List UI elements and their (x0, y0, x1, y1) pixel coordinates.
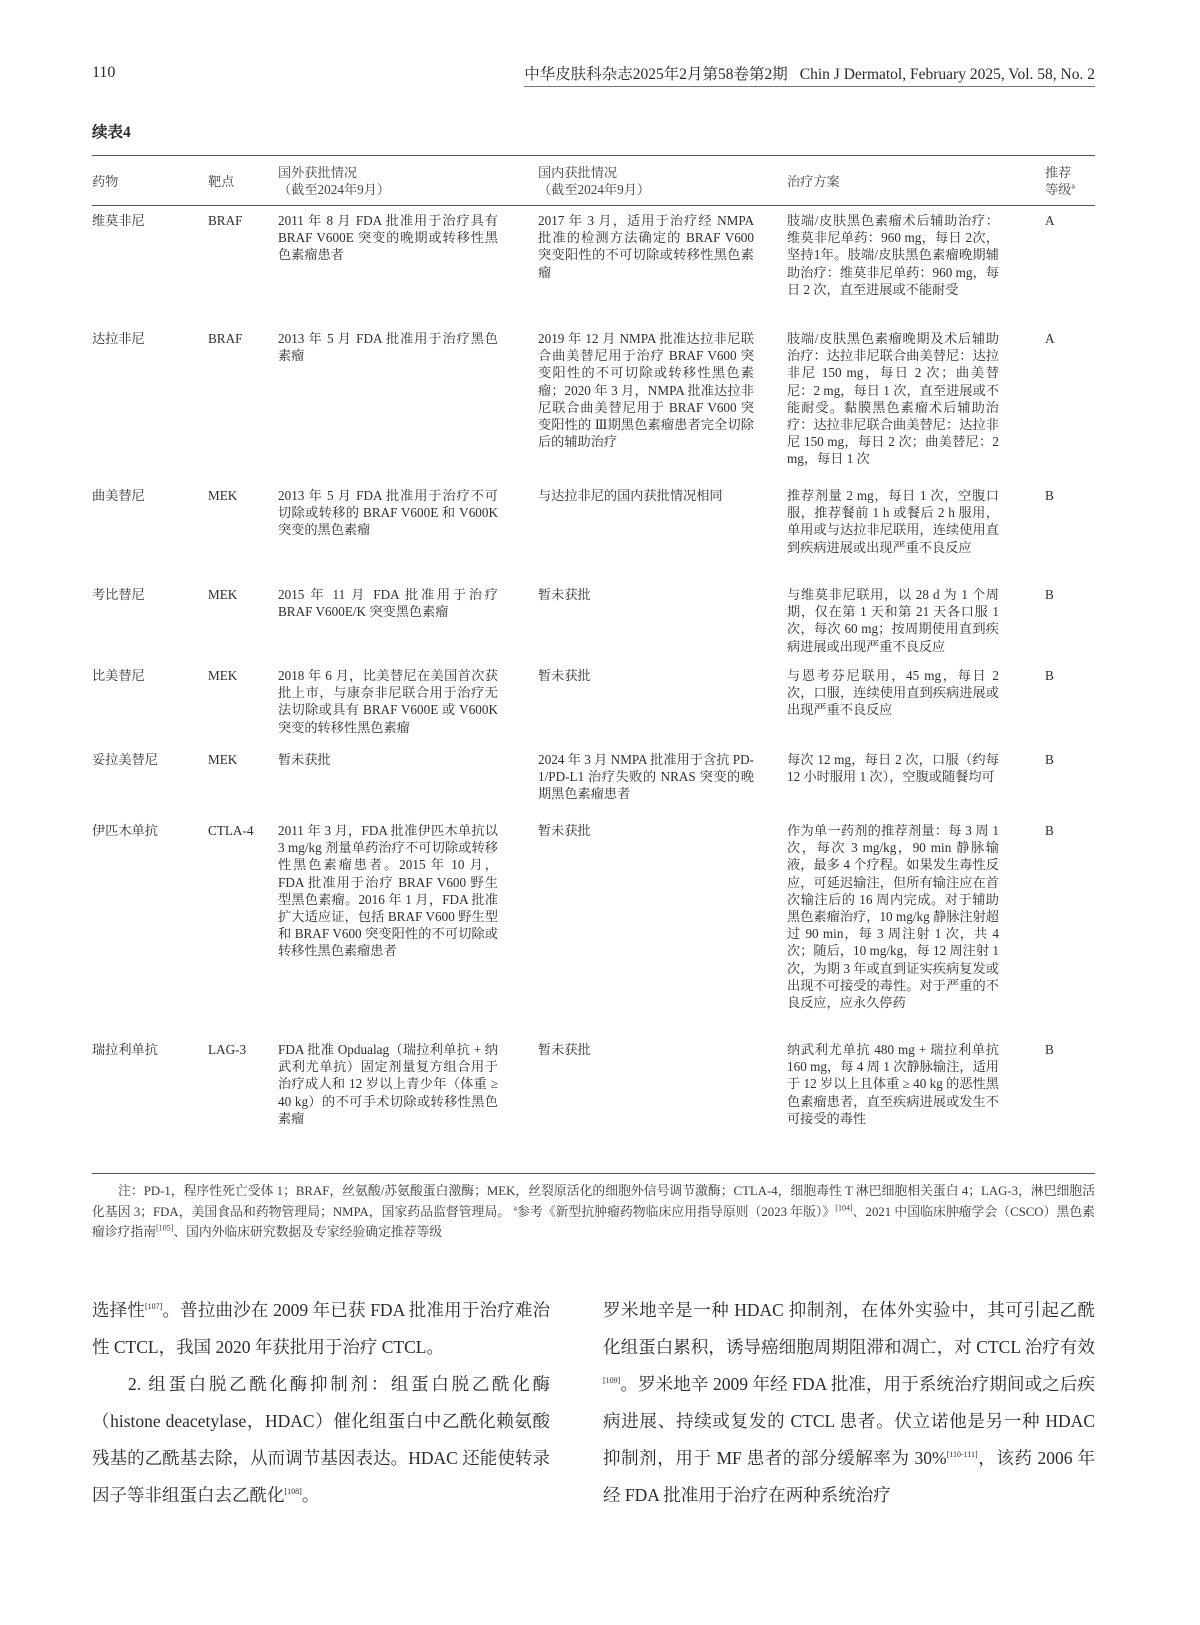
column-header-domestic-line1: 国内获批情况 (538, 165, 618, 180)
cell-target: BRAF (208, 213, 243, 228)
text-run: ，该药 2006 年经 FDA 批准用于治疗在两种系统治疗 (603, 1448, 1096, 1505)
cell-drug: 伊匹木单抗 (92, 823, 158, 838)
citation-104: [104] (835, 1203, 853, 1213)
paragraph (92, 1292, 550, 1366)
notes-reference-text: 参考《新型抗肿瘤药物临床应用指导原则（2023 年版）》 (517, 1204, 836, 1219)
column-header-domestic-approval (538, 164, 754, 198)
column-header-grade (1045, 164, 1085, 198)
cell-domestic-approval: 暂未获批 (538, 1042, 591, 1057)
cell-drug: 瑞拉利单抗 (92, 1042, 158, 1057)
text-run: 。罗米地辛 2009 年经 FDA 批准，用于系统治疗期间或之后疾病进展、持续或复发的 CTCL 患者。伏立诺他是另一种 HDAC 抑制剂，用于 MF 患者的部分缓解率为 30% (603, 1374, 1095, 1468)
running-header (524, 62, 1095, 87)
cell-domestic-approval: 2019 年 12 月 NMPA 批准达拉非尼联合曲美替尼用于治疗 BRAF V600 突变阳性的不可切除或转移性黑色素瘤；2020 年 3 月，NMPA 批准达拉非尼联合曲美替尼用于 BRAF V600 突变阳性的 Ⅲ期黑色素瘤患者完全切除后的辅助治疗 (538, 331, 754, 450)
cell-foreign-approval: 2013 年 5 月 FDA 批准用于治疗黑色素瘤 (278, 331, 498, 364)
cell-regimen: 推荐剂量 2 mg，每日 1 次，空腹口服，推荐餐前 1 h 或餐后 2 h 服用，单用或与达拉非尼联用，连续使用直到疾病进展或出现严重不良反应 (787, 488, 999, 555)
cell-grade: B (1045, 823, 1054, 838)
table-top-rule (92, 155, 1095, 156)
cell-domestic-approval: 暂未获批 (538, 587, 591, 602)
cell-drug: 考比替尼 (92, 587, 145, 602)
cell-grade: A (1045, 331, 1055, 346)
cell-grade: A (1045, 213, 1055, 228)
cell-drug: 曲美替尼 (92, 488, 145, 503)
journal-title-cn: 中华皮肤科杂志2025年2月第58卷第2期 (524, 66, 788, 83)
cell-grade: B (1045, 488, 1054, 503)
cell-regimen: 与恩考芬尼联用，45 mg，每日 2 次，口服，连续使用直到疾病进展或出现严重不良反应 (787, 668, 999, 718)
column-header-foreign-line2: （截至2024年9月） (278, 182, 391, 198)
cell-grade: B (1045, 1042, 1054, 1057)
cell-target: LAG-3 (208, 1042, 247, 1057)
notes-footnote-a: a (513, 1203, 518, 1213)
table-caption: 续表4 (92, 124, 131, 141)
table-notes (92, 1181, 1095, 1243)
table-header-rule (92, 205, 1095, 206)
column-header-target: 靶点 (208, 174, 235, 189)
column-header-grade-line1: 推荐 (1045, 165, 1072, 180)
column-header-drug: 药物 (92, 174, 119, 189)
cell-grade: B (1045, 668, 1054, 683)
citation-107: [107] (145, 1302, 163, 1312)
cell-regimen: 作为单一药剂的推荐剂量：每 3 周 1 次，每次 3 mg/kg，90 min 静脉输液，最多 4 个疗程。如果发生毒性反应，可延迟输注，但所有输注应在首次输注后的 16 周内完成。对于辅助黑色素瘤治疗，10 mg/kg 静脉注射超过 90 min，每 3 周注射 1 次，共 4 次；随后，10 mg/kg，每 12 周注射 1 次，为期 3 年或直到证实疾病复发或出现不可接受的毒性。对于严重的不良反应，应永久停药 (787, 823, 999, 1011)
cell-foreign-approval: 2011 年 3 月，FDA 批准伊匹木单抗以 3 mg/kg 剂量单药治疗不可切除或转移性黑色素瘤患者。2015 年 10 月，FDA 批准用于治疗 BRAF V600 野生型黑色素瘤。2016 年 1 月，FDA 批准扩大适应证，包括 BRAF V600 野生型和 BRAF V600 突变阳性的不可切除或转移性黑色素瘤患者 (278, 823, 498, 959)
table-bottom-rule (92, 1173, 1095, 1174)
cell-drug: 达拉非尼 (92, 331, 145, 346)
body-column-right (603, 1292, 1095, 1514)
cell-grade: B (1045, 752, 1054, 767)
cell-domestic-approval: 暂未获批 (538, 668, 591, 683)
cell-regimen: 肢端/皮肤黑色素瘤晚期及术后辅助治疗：达拉非尼联合曲美替尼：达拉非尼 150 mg，每日 2 次；曲美替尼：2 mg，每日 1 次，直至进展或不能耐受。黏膜黑色素瘤术后辅助治疗：达拉非尼联合曲美替尼：达拉非尼 150 mg，每日 2 次；曲美替尼：2 mg，每日 1 次 (787, 331, 999, 467)
cell-domestic-approval: 2024 年 3 月 NMPA 批准用于含抗 PD-1/PD-L1 治疗失败的 NRAS 突变的晚期黑色素瘤患者 (538, 752, 754, 802)
cell-drug: 维莫非尼 (92, 213, 145, 228)
cell-target: MEK (208, 587, 238, 602)
cell-target: CTLA-4 (208, 823, 254, 838)
text-run: 选择性 (92, 1300, 146, 1320)
cell-domestic-approval: 2017 年 3 月，适用于治疗经 NMPA 批准的检测方法确定的 BRAF V600 突变阳性的不可切除或转移性黑色素瘤 (538, 213, 754, 280)
cell-foreign-approval: 暂未获批 (278, 752, 331, 767)
cell-foreign-approval: FDA 批准 Opdualag（瑞拉利单抗 + 纳武利尤单抗）固定剂量复方组合用于治疗成人和 12 岁以上青少年（体重 ≥ 40 kg）的不可手术切除或转移性黑色素瘤 (278, 1042, 498, 1126)
cell-foreign-approval: 2018 年 6 月，比美替尼在美国首次获批上市，与康奈非尼联合用于治疗无法切除或具有 BRAF V600E 或 V600K 突变的转移性黑色素瘤 (278, 668, 498, 735)
body-column-left (92, 1292, 550, 1514)
cell-domestic-approval: 暂未获批 (538, 823, 591, 838)
cell-regimen: 纳武利尤单抗 480 mg + 瑞拉利单抗 160 mg，每 4 周 1 次静脉输注，适用于 12 岁以上且体重 ≥ 40 kg 的恶性黑色素瘤患者，直至疾病进展或发生不可接受的毒性 (787, 1042, 999, 1126)
cell-target: MEK (208, 668, 238, 683)
cell-domestic-approval: 与达拉非尼的国内获批情况相同 (538, 488, 723, 503)
cell-drug: 比美替尼 (92, 668, 145, 683)
column-header-grade-line2 (1045, 181, 1085, 198)
citation-109: [109] (603, 1376, 621, 1386)
text-run: 。普拉曲沙在 2009 年已获 FDA 批准用于治疗难治性 CTCL，我国 2020 年获批用于治疗 CTCL。 (92, 1300, 550, 1357)
grade-label: 等级 (1045, 182, 1072, 198)
cell-foreign-approval: 2013 年 5 月 FDA 批准用于治疗不可切除或转移的 BRAF V600E 和 V600K 突变的黑色素瘤 (278, 488, 498, 538)
citation-108: [108] (284, 1487, 302, 1497)
text-run: 。 (301, 1485, 320, 1505)
citation-110-111: [110-111] (946, 1450, 978, 1460)
cell-foreign-approval: 2011 年 8 月 FDA 批准用于治疗具有 BRAF V600E 突变的晚期或转移性黑色素瘤患者 (278, 213, 498, 263)
cell-drug: 妥拉美替尼 (92, 752, 158, 767)
column-header-foreign-line1: 国外获批情况 (278, 165, 358, 180)
column-header-regimen: 治疗方案 (787, 174, 840, 189)
cell-regimen: 肢端/皮肤黑色素瘤术后辅助治疗：维莫非尼单药：960 mg，每日 2次，坚持1年。肢端/皮肤黑色素瘤晚期辅助治疗：维莫非尼单药：960 mg，每日 2 次，直至进展或不能耐受 (787, 213, 999, 297)
cell-foreign-approval: 2015 年 11 月 FDA 批准用于治疗 BRAF V600E/K 突变黑色素瘤 (278, 587, 498, 620)
cell-target: BRAF (208, 331, 243, 346)
cell-regimen: 与维莫非尼联用，以 28 d 为 1 个周期，仅在第 1 天和第 21 天各口服 1 次，每次 60 mg；按周期使用直到疾病进展或出现严重不良反应 (787, 587, 999, 654)
citation-105: [105] (155, 1223, 174, 1233)
notes-reference-text-3: 、国内外临床研究数据及专家经验确定推荐等级 (173, 1225, 443, 1239)
text-run: 2. 组蛋白脱乙酰化酶抑制剂：组蛋白脱乙酰化酶（histone deacetylase，HDAC）催化组蛋白中乙酰化赖氨酸残基的乙酰基去除，从而调节基因表达。HDAC 还能使转录因子等非组蛋白去乙酰化 (92, 1374, 550, 1505)
column-header-domestic-line2: （截至2024年9月） (538, 182, 651, 198)
paragraph (92, 1366, 550, 1514)
paragraph (603, 1292, 1095, 1514)
cell-regimen: 每次 12 mg，每日 2 次，口服（约每 12 小时服用 1 次），空腹或随餐均可 (787, 752, 999, 785)
column-header-foreign-approval (278, 164, 498, 198)
page-number: 110 (92, 64, 116, 81)
cell-grade: B (1045, 587, 1054, 602)
text-run: 罗米地辛是一种 HDAC 抑制剂，在体外实验中，其可引起乙酰化组蛋白累积，诱导癌细胞周期阻滞和凋亡，对 CTCL 治疗有效 (603, 1300, 1095, 1357)
journal-title-en: Chin J Dermatol, February 2025, Vol. 58, No. 2 (799, 66, 1095, 83)
notes-reference-text-2: 、2021 中国临床肿瘤学会（CSCO）黑色素瘤诊疗指南 (92, 1204, 1095, 1239)
cell-target: MEK (208, 752, 238, 767)
cell-target: MEK (208, 488, 238, 503)
notes-abbreviations: 注：PD-1，程序性死亡受体 1；BRAF，丝氨酸/苏氨酸蛋白激酶；MEK，丝裂原活化的细胞外信号调节激酶；CTLA-4，细胞毒性 T 淋巴细胞相关蛋白 4；LAG-3，淋巴细胞活化基因 3；FDA，美国食品和药物管理局；NMPA，国家药品监督管理局。 (92, 1184, 1095, 1219)
grade-footnote-marker: a (1071, 181, 1075, 191)
